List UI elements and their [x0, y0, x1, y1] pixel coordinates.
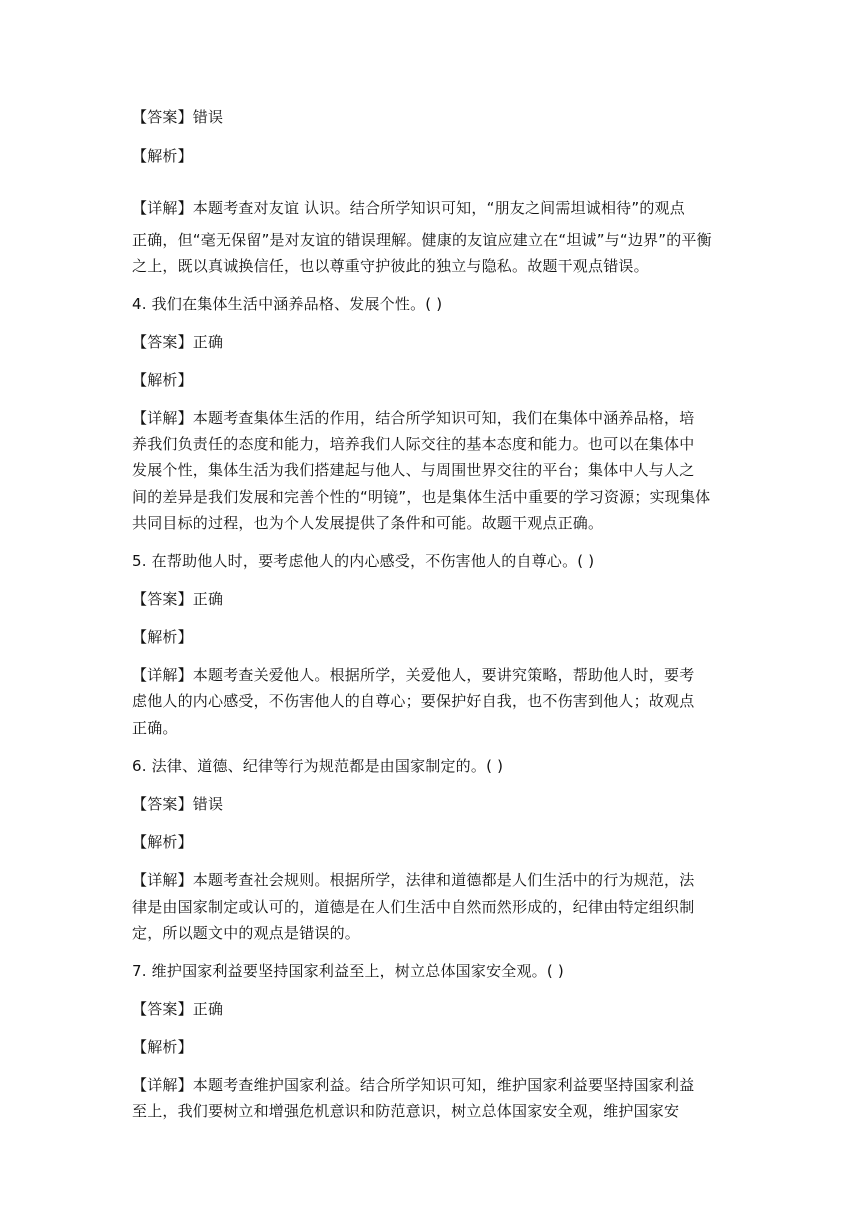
q6-detail-line-1: 【详解】本题考查社会规则。根据所学，法律和道德都是人们生活中的行为规范，法 — [132, 871, 695, 889]
q7-answer: 【答案】正确 — [132, 1000, 224, 1018]
q7-analysis-label: 【解析】 — [132, 1038, 193, 1056]
q7-detail-line-2: 至上，我们要树立和增强危机意识和防范意识，树立总体国家安全观，维护国家安 — [132, 1102, 680, 1120]
q6-analysis-label: 【解析】 — [132, 833, 193, 851]
q7-detail-line-1: 【详解】本题考查维护国家利益。结合所学知识可知，维护国家利益要坚持国家利益 — [132, 1076, 695, 1094]
q4-answer: 【答案】正确 — [132, 333, 224, 351]
q5-detail-line-3: 正确。 — [132, 719, 178, 737]
q6-detail-line-3: 定，所以题文中的观点是错误的。 — [132, 924, 361, 942]
q3-analysis-label: 【解析】 — [132, 147, 193, 165]
q4-analysis-label: 【解析】 — [132, 371, 193, 389]
q4-detail-line-5: 共同目标的过程，也为个人发展提供了条件和可能。故题干观点正确。 — [132, 514, 604, 532]
q4-detail-line-1: 【详解】本题考查集体生活的作用，结合所学知识可知，我们在集体中涵养品格，培 — [132, 409, 695, 427]
q6-answer: 【答案】错误 — [132, 795, 224, 813]
q6-detail-line-2: 律是由国家制定或认可的，道德是在人们生活中自然而然形成的，纪律由特定组织制 — [132, 898, 695, 916]
q7-question: 7. 维护国家利益要坚持国家利益至上，树立总体国家安全观。( ) — [132, 962, 564, 980]
q3-detail-line-1: 【详解】本题考查对友谊 认识。结合所学知识可知，“朋友之间需坦诚相待”的观点 — [132, 199, 685, 217]
q5-answer: 【答案】正确 — [132, 590, 224, 608]
q5-analysis-label: 【解析】 — [132, 628, 193, 646]
q4-question: 4. 我们在集体生活中涵养品格、发展个性。( ) — [132, 295, 443, 313]
q4-detail-line-2: 养我们负责任的态度和能力，培养我们人际交往的基本态度和能力。也可以在集体中 — [132, 435, 695, 453]
q3-answer: 【答案】错误 — [132, 108, 224, 126]
q4-detail-line-3: 发展个性，集体生活为我们搭建起与他人、与周围世界交往的平台；集体中人与人之 — [132, 461, 695, 479]
q3-detail-line-3: 之上，既以真诚换信任，也以尊重守护彼此的独立与隐私。故题干观点错误。 — [132, 257, 649, 275]
q6-question: 6. 法律、道德、纪律等行为规范都是由国家制定的。( ) — [132, 757, 504, 775]
q5-detail-line-1: 【详解】本题考查关爱他人。根据所学，关爱他人，要讲究策略，帮助他人时，要考 — [132, 666, 695, 684]
q5-question: 5. 在帮助他人时，要考虑他人的内心感受，不伤害他人的自尊心。( ) — [132, 552, 595, 570]
q4-detail-line-4: 间的差异是我们发展和完善个性的“明镜”，也是集体生活中重要的学习资源；实现集体 — [132, 488, 711, 506]
q3-detail-line-2: 正确，但“毫无保留”是对友谊的错误理解。健康的友谊应建立在“坦诚”与“边界”的平衡 — [132, 231, 712, 249]
q5-detail-line-2: 虑他人的内心感受，不伤害他人的自尊心；要保护好自我，也不伤害到他人；故观点 — [132, 692, 695, 710]
